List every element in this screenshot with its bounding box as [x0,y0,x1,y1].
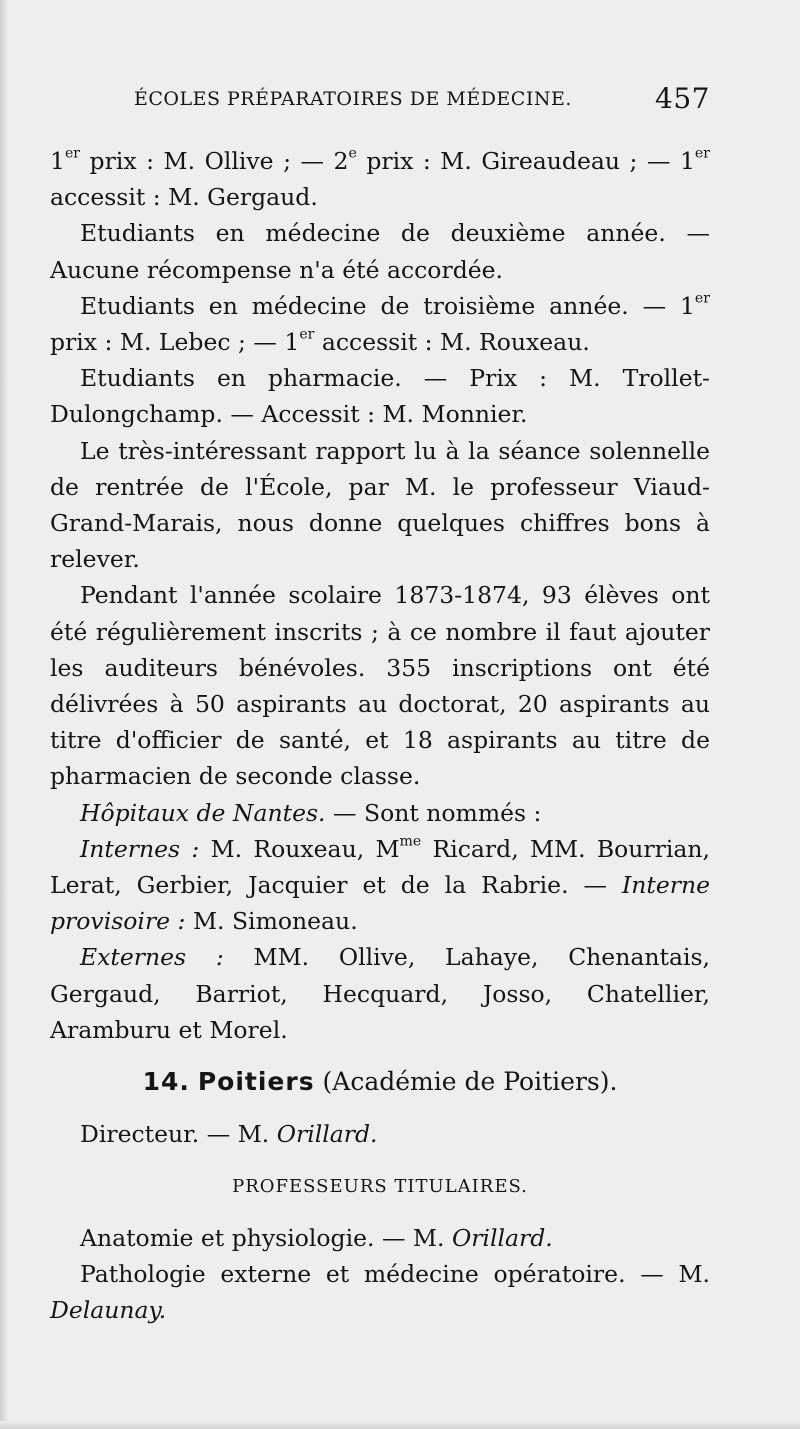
chair-pathology: Pathologie externe et médecine opératoire. — M. Delaunay. [50,1260,710,1325]
running-header [130,82,710,116]
paragraph-enrollment: Pendant l'année scolaire 1873-1874, 93 élèves ont été régulièrement inscrits ; à ce nombre il faut ajouter les auditeurs bénévoles. 355 inscriptions ont été délivrées à 50 aspirants au doctorat, 20 aspirants au titre d'officier de santé, et 18 aspirants au titre de pharmacien de seconde classe. [50,581,710,791]
page-number: 457 [655,82,710,115]
paragraph-externs: Externes : MM. Ollive, Lahaye, Chenantais, Gergaud, Barriot, Hecquard, Josso, Chatellier, Aramburu et Morel. [50,943,710,1044]
director-line: Directeur. — M. Orillard. [80,1120,378,1149]
paragraph-prizes-first-year: 1er prix : M. Ollive ; — 2e prix : M. Gireaudeau ; — 1er accessit : M. Gergaud. [50,145,710,212]
page-edge-shadow [0,0,8,1429]
paragraph-interns: Internes : M. Rouxeau, $M^{me}$ Ricard, MM. Bourrian, Lerat, Gerbier, Jacquier et de la Rabrie. — Interne provisoire : M. Simoneau. [50,833,710,936]
page-body [50,143,710,1329]
paragraph-pharmacy: Etudiants en pharmacie. — Prix : M. Trollet-Dulongchamp. — Accessit : M. Monnier. [50,364,710,429]
subheading-professors: PROFESSEURS TITULAIRES. [232,1176,528,1198]
paragraph-report: Le très-intéressant rapport lu à la séance solennelle de rentrée de l'École, par M. le professeur Viaud-Grand-Marais, nous donne quelques chiffres bons à relever. [50,436,710,574]
paragraph-second-year: Etudiants en médecine de deuxième année. — Aucune récompense n'a été accordée. [50,219,710,284]
running-header-title: ÉCOLES PRÉPARATOIRES DE MÉDECINE. [134,88,572,110]
section-number: 14. [142,1067,190,1097]
section-heading [50,1062,710,1102]
chair-anatomy: Anatomie et physiologie. — M. Orillard. [80,1224,553,1253]
section-city: Poitiers [197,1067,315,1097]
page-bottom-shadow [0,1421,800,1429]
section-academy: (Académie de Poitiers). [322,1067,618,1097]
paragraph-hospitals: Hôpitaux de Nantes. — Sont nommés : [80,798,542,827]
paragraph-third-year: Etudiants en médecine de troisième année. — 1er prix : M. Lebec ; — 1er accessit : M. Rouxeau. [50,290,710,357]
